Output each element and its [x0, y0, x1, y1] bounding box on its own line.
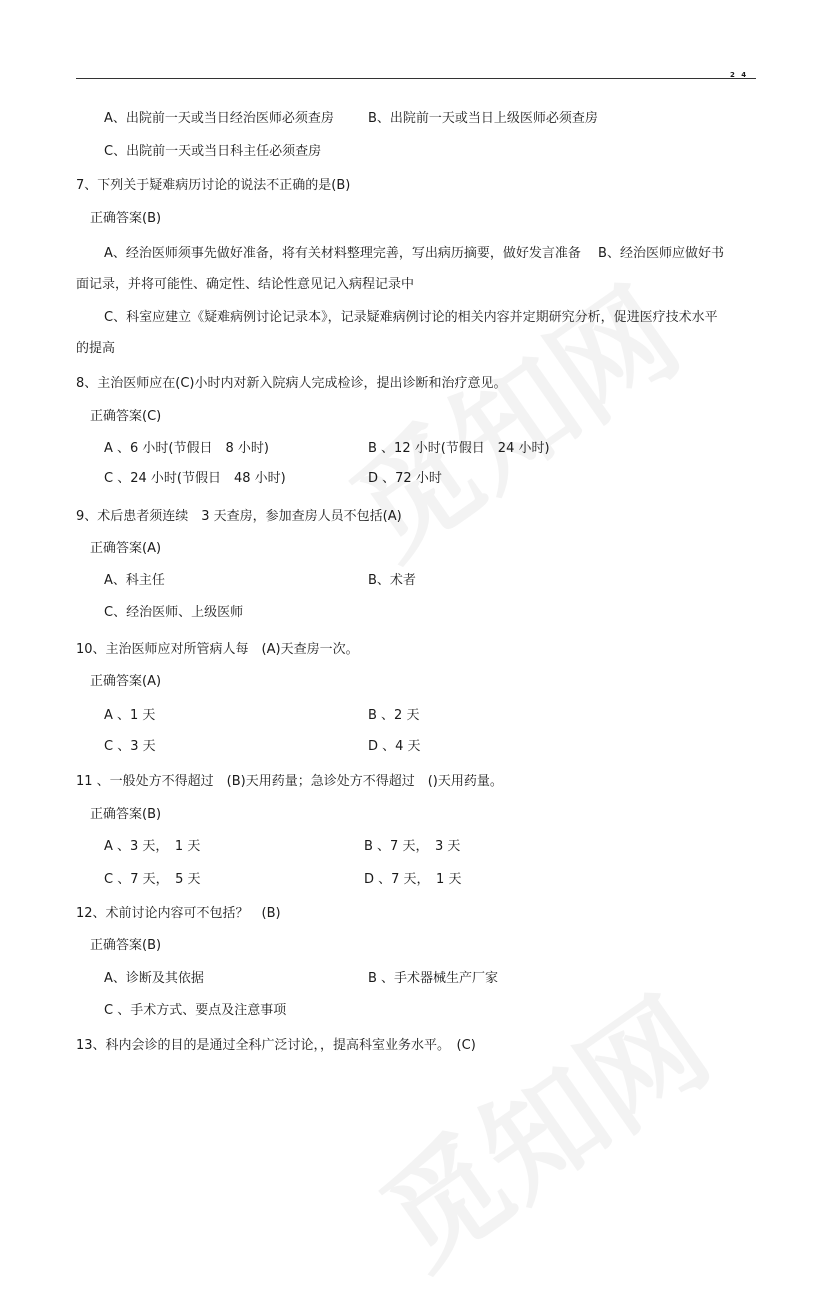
q9-question: 9、术后患者须连续 3 天查房，参加查房人员不包括(A)	[76, 509, 402, 524]
q10-option-d: D 、4 天	[368, 739, 421, 754]
q11-option-a: A 、3 天， 1 天	[104, 839, 201, 854]
q11-option-d: D 、7 天， 1 天	[364, 872, 462, 887]
q8-answer: 正确答案(C)	[90, 409, 162, 424]
q10-question: 10、主治医师应对所管病人每 (A)天查房一次。	[76, 642, 359, 657]
q8-question: 8、主治医师应在(C)小时内对新入院病人完成检诊，提出诊断和治疗意见。	[76, 376, 507, 391]
q11-answer: 正确答案(B)	[90, 807, 162, 822]
q11-question: 11 、一般处方不得超过 (B)天用药量；急诊处方不得超过 ()天用药量。	[76, 774, 503, 789]
q7-options-ab: A、经治医师须事先做好准备，将有关材料整理完善，写出病历摘要，做好发言准备 B、经治医师应做好书面记录，并将可能性、确定性、结论性意见记入病程记录中	[76, 246, 724, 292]
q10-option-b: B 、2 天	[368, 708, 420, 723]
q7-option-c: C、科室应建立《疑难病例讨论记录本》，记录疑难病例讨论的相关内容并定期研究分析，促进医疗技术水平的提高	[76, 310, 718, 356]
q8-option-a: A 、6 小时(节假日 8 小时)	[104, 441, 269, 456]
q12-option-a: A、诊断及其依据	[104, 971, 204, 986]
q10-answer: 正确答案(A)	[90, 674, 162, 689]
q8-option-c: C 、24 小时(节假日 48 小时)	[104, 471, 286, 486]
header-rule	[76, 78, 756, 79]
q10-option-c: C 、3 天	[104, 739, 156, 754]
q11-option-c: C 、7 天， 5 天	[104, 872, 201, 887]
q10-option-a: A 、1 天	[104, 708, 156, 723]
q12-option-b: B 、手术器械生产厂家	[368, 971, 499, 986]
q12-option-c: C 、手术方式、要点及注意事项	[104, 1003, 287, 1018]
q7-answer: 正确答案(B)	[90, 211, 162, 226]
q13-question: 13、科内会诊的目的是通过全科广泛讨论，，提高科室业务水平。 (C)	[76, 1038, 476, 1053]
q11-option-b: B 、7 天， 3 天	[364, 839, 461, 854]
q6-option-b: B、出院前一天或当日上级医师必须查房	[368, 111, 598, 126]
watermark	[343, 952, 737, 1299]
q12-question: 12、术前讨论内容可不包括？ (B)	[76, 906, 281, 921]
q6-option-c: C、出院前一天或当日科主任必须查房	[104, 144, 322, 159]
q9-option-b: B、术者	[368, 573, 416, 588]
q7-question: 7、下列关于疑难病历讨论的说法不正确的是(B)	[76, 178, 351, 193]
q8-option-d: D 、72 小时	[368, 471, 442, 486]
q12-answer: 正确答案(B)	[90, 938, 162, 953]
q9-option-c: C、经治医师、上级医师	[104, 605, 244, 620]
q6-option-a: A、出院前一天或当日经治医师必须查房	[104, 111, 334, 126]
q9-answer: 正确答案(A)	[90, 541, 162, 556]
q9-option-a: A、科主任	[104, 573, 165, 588]
q8-option-b: B 、12 小时(节假日 24 小时)	[368, 441, 550, 456]
page-number: 2 4	[730, 71, 749, 79]
